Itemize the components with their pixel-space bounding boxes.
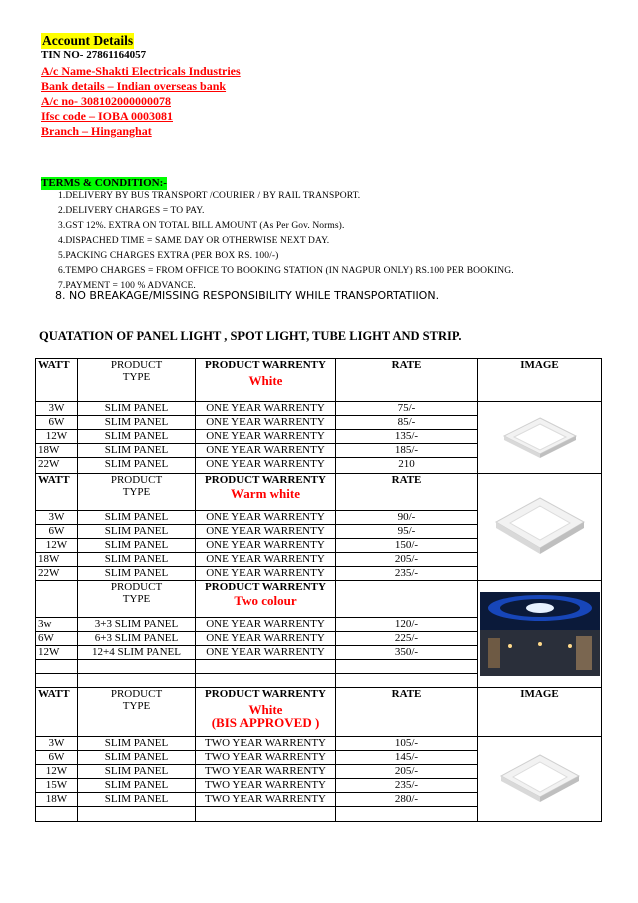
type-cell: SLIM PANEL xyxy=(78,458,196,474)
type-cell: 12+4 SLIM PANEL xyxy=(78,646,196,660)
watt-header: WATT xyxy=(36,688,78,737)
tin-number: TIN NO- 27861164057 xyxy=(41,49,147,61)
rate-cell: 90/- xyxy=(336,511,478,525)
warranty-cell: TWO YEAR WARRENTY xyxy=(196,765,336,779)
rate-cell: 75/- xyxy=(336,402,478,416)
type-cell: SLIM PANEL xyxy=(78,430,196,444)
rate-cell: 205/- xyxy=(336,765,478,779)
type-cell: 6+3 SLIM PANEL xyxy=(78,632,196,646)
table-header-row xyxy=(36,359,602,402)
warranty-cell: ONE YEAR WARRENTY xyxy=(196,567,336,581)
warranty-header: PRODUCT WARRENTY Two colour xyxy=(196,581,336,618)
empty-cell xyxy=(196,674,336,688)
warranty-cell: ONE YEAR WARRENTY xyxy=(196,632,336,646)
type-cell: SLIM PANEL xyxy=(78,416,196,430)
type-cell: 3+3 SLIM PANEL xyxy=(78,618,196,632)
watt-cell: 3W xyxy=(36,402,78,416)
warranty-cell: ONE YEAR WARRENTY xyxy=(196,539,336,553)
quotation-table xyxy=(35,358,602,822)
watt-cell: 22W xyxy=(36,567,78,581)
product-type-header: PRODUCT TYPE xyxy=(78,688,196,737)
term-item: 2.DELIVERY CHARGES = TO PAY. xyxy=(58,206,205,216)
rate-header: RATE xyxy=(336,359,478,402)
watt-cell: 18W xyxy=(36,553,78,567)
watt-header: WATT xyxy=(36,474,78,511)
type-cell: SLIM PANEL xyxy=(78,793,196,807)
empty-cell xyxy=(336,807,478,822)
type-cell: SLIM PANEL xyxy=(78,525,196,539)
watt-header: WATT xyxy=(36,359,78,402)
rate-header: RATE xyxy=(336,688,478,737)
table-header-row xyxy=(36,474,602,511)
warranty-cell: TWO YEAR WARRENTY xyxy=(196,779,336,793)
warranty-cell: ONE YEAR WARRENTY xyxy=(196,458,336,474)
variant-label: White xyxy=(248,702,283,717)
term-item: 5.PACKING CHARGES EXTRA (PER BOX RS. 100/-) xyxy=(58,251,279,261)
empty-cell xyxy=(336,674,478,688)
rate-header: RATE xyxy=(336,474,478,511)
product-type-header: PRODUCT TYPE xyxy=(78,581,196,618)
warranty-header: PRODUCT WARRENTY White (BIS APPROVED ) xyxy=(196,688,336,737)
rate-cell: 135/- xyxy=(336,430,478,444)
branch: Branch – Hinganghat xyxy=(41,124,152,138)
watt-cell: 6W xyxy=(36,751,78,765)
empty-cell xyxy=(36,807,78,822)
warranty-cell: ONE YEAR WARRENTY xyxy=(196,444,336,458)
watt-cell: 12W xyxy=(36,646,78,660)
warranty-cell: ONE YEAR WARRENTY xyxy=(196,553,336,567)
warranty-cell: ONE YEAR WARRENTY xyxy=(196,646,336,660)
watt-cell: 3W xyxy=(36,511,78,525)
two-colour-panel-ceiling-image xyxy=(480,592,600,676)
type-cell: SLIM PANEL xyxy=(78,402,196,416)
rate-cell: 85/- xyxy=(336,416,478,430)
table-header-row xyxy=(36,581,602,618)
type-cell: SLIM PANEL xyxy=(78,567,196,581)
warranty-header: PRODUCT WARRENTY White xyxy=(196,359,336,402)
watt-cell: 12W xyxy=(36,539,78,553)
quotation-title: QUATATION OF PANEL LIGHT , SPOT LIGHT, TUBE LIGHT AND STRIP. xyxy=(39,329,462,343)
warranty-cell: ONE YEAR WARRENTY xyxy=(196,618,336,632)
rate-cell: 145/- xyxy=(336,751,478,765)
panel-image-cell xyxy=(478,737,602,822)
empty-cell xyxy=(78,660,196,674)
warranty-cell: TWO YEAR WARRENTY xyxy=(196,737,336,751)
type-cell: SLIM PANEL xyxy=(78,779,196,793)
slim-panel-light-image xyxy=(495,749,585,809)
table-row xyxy=(36,737,602,751)
slim-panel-light-image xyxy=(490,492,590,562)
watt-cell: 18W xyxy=(36,444,78,458)
table-row xyxy=(36,402,602,416)
warranty-cell: ONE YEAR WARRENTY xyxy=(196,430,336,444)
type-cell: SLIM PANEL xyxy=(78,553,196,567)
rate-cell: 150/- xyxy=(336,539,478,553)
type-cell: SLIM PANEL xyxy=(78,751,196,765)
watt-cell: 18W xyxy=(36,793,78,807)
rate-cell: 105/- xyxy=(336,737,478,751)
account-number: A/c no- 308102000000078 xyxy=(41,94,171,108)
empty-cell xyxy=(36,581,78,618)
empty-cell xyxy=(196,807,336,822)
term-item: 6.TEMPO CHARGES = FROM OFFICE TO BOOKING STATION (IN NAGPUR ONLY) RS.100 PER BOOKING. xyxy=(58,266,514,276)
rate-cell: 235/- xyxy=(336,779,478,793)
watt-cell: 15W xyxy=(36,779,78,793)
bank-details: Bank details – Indian overseas bank xyxy=(41,79,227,93)
type-cell: SLIM PANEL xyxy=(78,511,196,525)
empty-cell xyxy=(78,807,196,822)
type-cell: SLIM PANEL xyxy=(78,539,196,553)
ifsc-code: Ifsc code – IOBA 0003081 xyxy=(41,109,173,123)
account-name: A/c Name-Shakti Electricals Industries xyxy=(41,64,241,78)
watt-cell: 6W xyxy=(36,416,78,430)
image-header: IMAGE xyxy=(478,359,602,402)
empty-cell xyxy=(36,660,78,674)
warranty-cell: ONE YEAR WARRENTY xyxy=(196,511,336,525)
warranty-header: PRODUCT WARRENTY Warm white xyxy=(196,474,336,511)
warranty-cell: TWO YEAR WARRENTY xyxy=(196,751,336,765)
watt-cell: 3w xyxy=(36,618,78,632)
type-cell: SLIM PANEL xyxy=(78,444,196,458)
empty-cell xyxy=(78,674,196,688)
term-item: 7.PAYMENT = 100 % ADVANCE. xyxy=(58,281,196,291)
variant-label: Two colour xyxy=(234,593,297,608)
term-item: 3.GST 12%. EXTRA ON TOTAL BILL AMOUNT (As Per Gov. Norms). xyxy=(58,221,345,231)
rate-cell: 280/- xyxy=(336,793,478,807)
warranty-cell: TWO YEAR WARRENTY xyxy=(196,793,336,807)
variant-label: Warm white xyxy=(231,486,300,501)
rate-cell: 235/- xyxy=(336,567,478,581)
panel-image-cell xyxy=(478,581,602,688)
rate-cell: 350/- xyxy=(336,646,478,660)
variant-label-sub: (BIS APPROVED ) xyxy=(211,715,320,730)
rate-cell: 185/- xyxy=(336,444,478,458)
term-item: 1.DELIVERY BY BUS TRANSPORT /COURIER / BY RAIL TRANSPORT. xyxy=(58,191,361,201)
account-details-title: Account Details xyxy=(42,33,134,48)
empty-cell xyxy=(196,660,336,674)
rate-cell: 120/- xyxy=(336,618,478,632)
rate-cell: 225/- xyxy=(336,632,478,646)
variant-label: White xyxy=(248,373,283,388)
slim-panel-light-image xyxy=(500,412,580,464)
rate-cell: 95/- xyxy=(336,525,478,539)
product-type-header: PRODUCT TYPE xyxy=(78,474,196,511)
warranty-cell: ONE YEAR WARRENTY xyxy=(196,416,336,430)
watt-cell: 3W xyxy=(36,737,78,751)
rate-cell: 210 xyxy=(336,458,478,474)
empty-cell xyxy=(336,581,478,618)
watt-cell: 6W xyxy=(36,632,78,646)
terms-title: TERMS & CONDITION:- xyxy=(41,177,167,189)
panel-image-cell xyxy=(478,402,602,474)
watt-cell: 12W xyxy=(36,430,78,444)
term-item: 4.DISPACHED TIME = SAME DAY OR OTHERWISE NEXT DAY. xyxy=(58,236,330,246)
watt-cell: 6W xyxy=(36,525,78,539)
type-cell: SLIM PANEL xyxy=(78,737,196,751)
watt-cell: 22W xyxy=(36,458,78,474)
panel-image-cell xyxy=(478,474,602,581)
table-header-row xyxy=(36,688,602,737)
image-header: IMAGE xyxy=(478,688,602,737)
product-type-header: PRODUCT TYPE xyxy=(78,359,196,402)
empty-cell xyxy=(36,674,78,688)
type-cell: SLIM PANEL xyxy=(78,765,196,779)
empty-cell xyxy=(336,660,478,674)
term-item: 8. NO BREAKAGE/MISSING RESPONSIBILITY WHILE TRANSPORTATIION. xyxy=(55,289,440,302)
watt-cell: 12W xyxy=(36,765,78,779)
warranty-cell: ONE YEAR WARRENTY xyxy=(196,402,336,416)
warranty-cell: ONE YEAR WARRENTY xyxy=(196,525,336,539)
rate-cell: 205/- xyxy=(336,553,478,567)
